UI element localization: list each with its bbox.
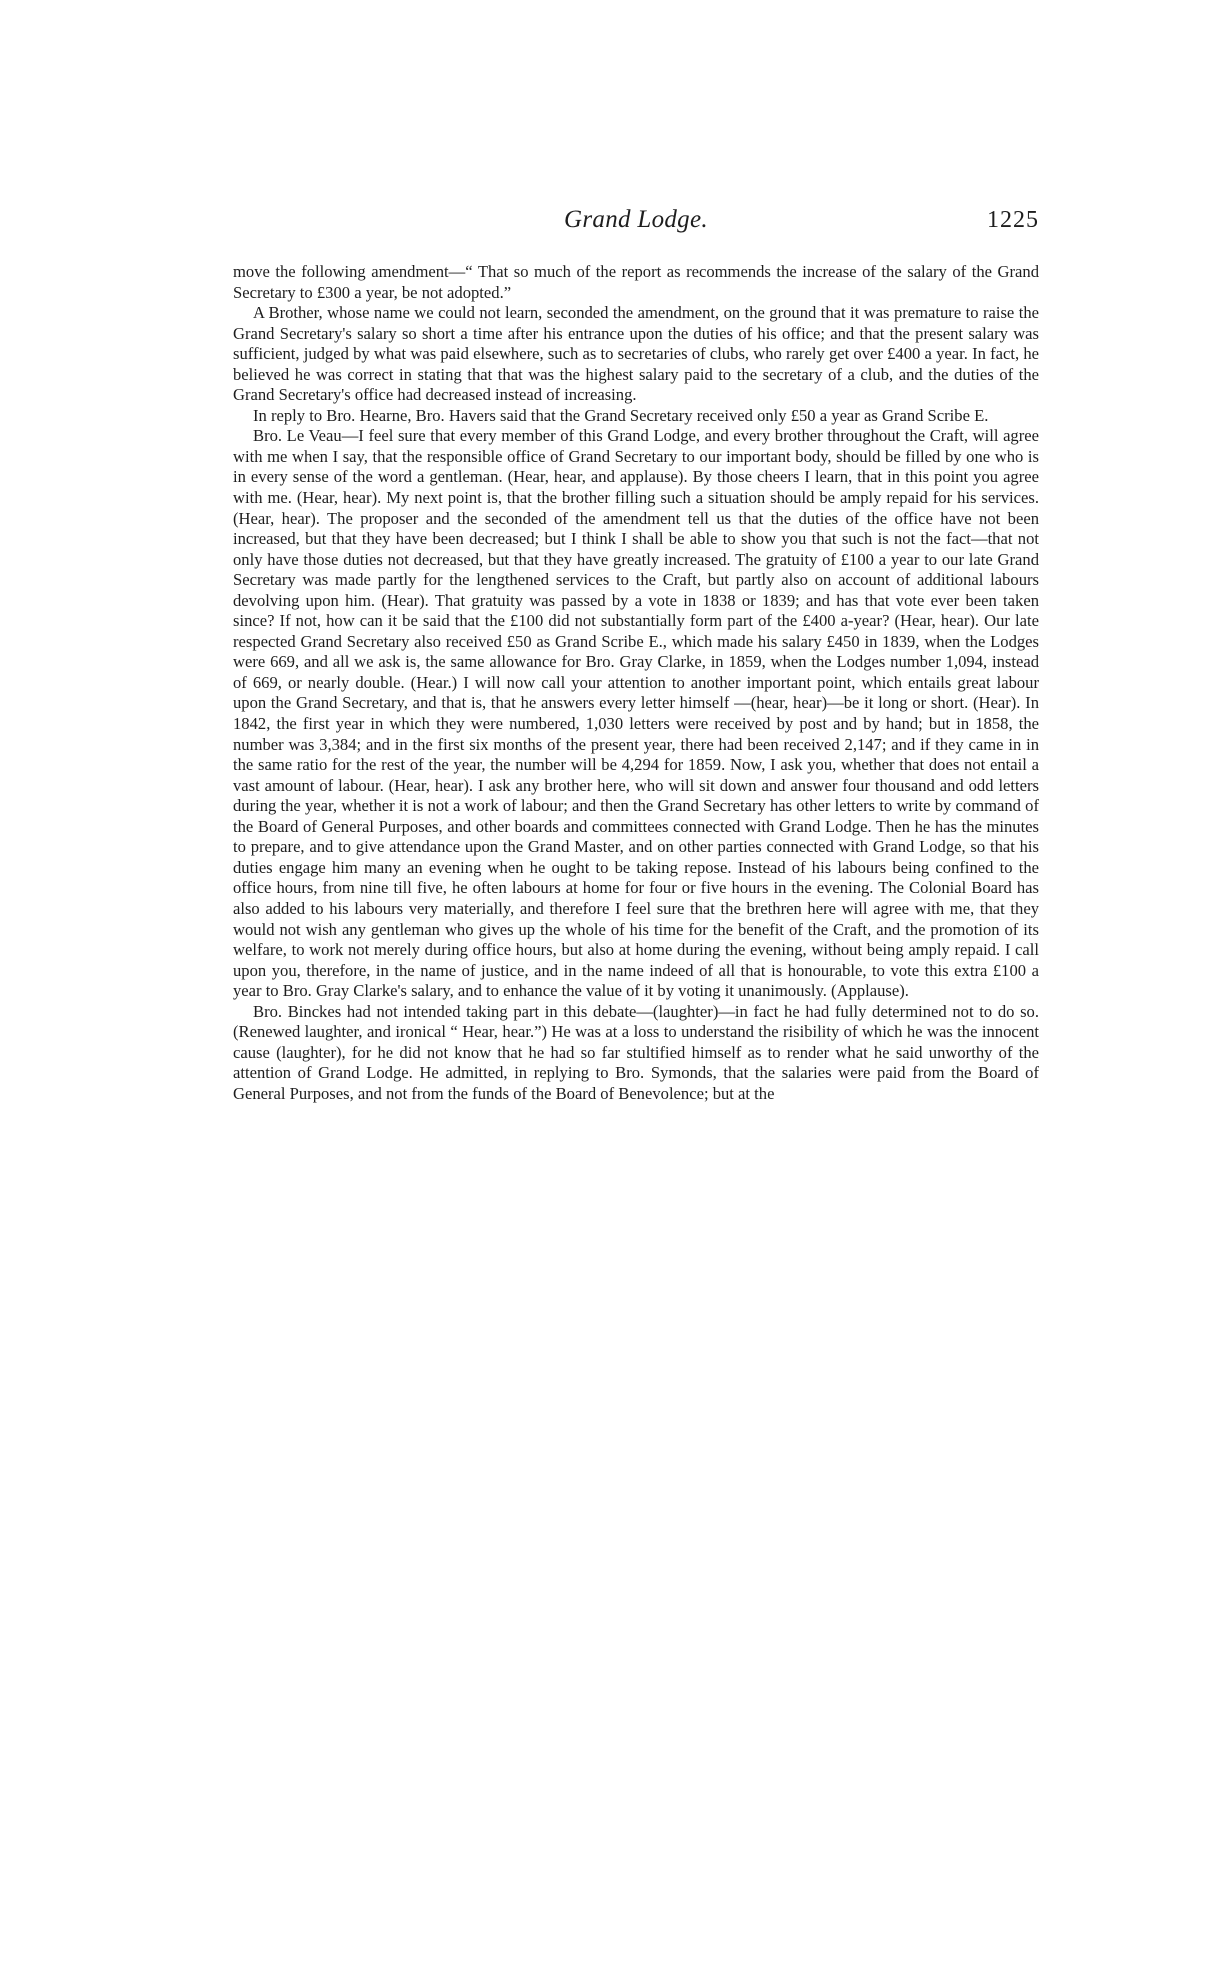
- running-head: [233, 202, 1039, 238]
- running-title: Grand Lodge.: [564, 206, 708, 233]
- paragraph-le-veau-speech: Bro. Le Veau—I feel sure that every member of this Grand Lodge, and every brother throughout the Craft, will agree with me when I say, that the responsible office of Grand Secretary to our important body, should be filled by one who is in every sense of the word a gentleman. (Hear, hear, and applause). By those cheers I learn, that in this point you agree with me. (Hear, hear). My next point is, that the brother filling such a situation should be amply repaid for his services. (Hear, hear). The proposer and the seconded of the amendment tell us that the duties of the office have not been increased, but that they have been decreased; but I think I shall be able to show you that such is not the fact—that not only have those duties not decreased, but that they have greatly increased. The gratuity of £100 a year to our late Grand Secretary was made partly for the lengthened services to the Craft, but partly also on account of additional labours devolving upon him. (Hear). That gratuity was passed by a vote in 1838 or 1839; and has that vote ever been taken since? If not, how can it be said that the £100 did not substantially form part of the £400 a-year? (Hear, hear). Our late respected Grand Secretary also received £50 as Grand Scribe E., which made his salary £450 in 1839, when the Lodges were 669, and all we ask is, the same allowance for Bro. Gray Clarke, in 1859, when the Lodges number 1,094, instead of 669, or nearly double. (Hear.) I will now call your attention to another important point, which entails great labour upon the Grand Secretary, and that is, that he answers every letter himself —(hear, hear)—be it long or short. (Hear). In 1842, the first year in which they were numbered, 1,030 letters were received by post and by hand; but in 1858, the number was 3,384; and in the first six months of the present year, there had been received 2,147; and if they came in in the same ratio for the rest of the year, the number will be 4,294 for 1859. Now, I ask you, whether that does not entail a vast amount of labour. (Hear, hear). I ask any brother here, who will sit down and answer four thousand and odd letters during the year, whether it is not a work of labour; and then the Grand Secretary has other letters to write by command of the Board of General Purposes, and other boards and committees connected with Grand Lodge. Then he has the minutes to prepare, and to give attendance upon the Grand Master, and on other parties connected with Grand Lodge, so that his duties engage him many an evening when he ought to be taking repose. Instead of his labours being confined to the office hours, from nine till five, he often labours at home for four or five hours in the evening. The Colonial Board has also added to his labours very materially, and therefore I feel sure that the brethren here will agree with me, that they would not wish any gentleman who gives up the whole of his time for the benefit of the Craft, and the promotion of its welfare, to work not merely during office hours, but also at home during the evening, without being amply repaid. I call upon you, therefore, in the name of justice, and in the name indeed of all that is honourable, to vote this extra £100 a year to Bro. Gray Clarke's salary, and to enhance the value of it by voting it unanimously. (Applause).: [233, 426, 1039, 1001]
- paragraph-havers-reply: In reply to Bro. Hearne, Bro. Havers said that the Grand Secretary received only £50 a year as Grand Scribe E.: [253, 405, 989, 425]
- paragraph-binckes-speech: Bro. Binckes had not intended taking part in this debate—(laughter)—in fact he had fully determined not to do so. (Renewed laughter, and ironical “ Hear, hear.”) He was at a loss to understand the risibility of which he was the innocent cause (laughter), for he did not know that he had so far stultified himself as to render what he said unworthy of the attention of Grand Lodge. He admitted, in replying to Bro. Symonds, that the salaries were paid from the Board of General Purposes, and not from the funds of the Board of Benevolence; but at the: [233, 1001, 1039, 1103]
- paragraph-amendment-continuation: move the following amendment—“ That so much of the report as recommends the increase of the salary of the Grand Secretary to £300 a year, be not adopted.”: [233, 262, 1039, 302]
- body-text: [233, 262, 1039, 1104]
- page-number: 1225: [987, 207, 1039, 233]
- paragraph-seconder: A Brother, whose name we could not learn, seconded the amendment, on the ground that it was premature to raise the Grand Secretary's salary so short a time after his entrance upon the duties of his office; and that the present salary was sufficient, judged by what was paid elsewhere, such as to secretaries of clubs, who rarely get over £400 a year. In fact, he believed he was correct in stating that that was the highest salary paid to the secretary of a club, and the duties of the Grand Secretary's office had decreased instead of increasing.: [233, 303, 1039, 405]
